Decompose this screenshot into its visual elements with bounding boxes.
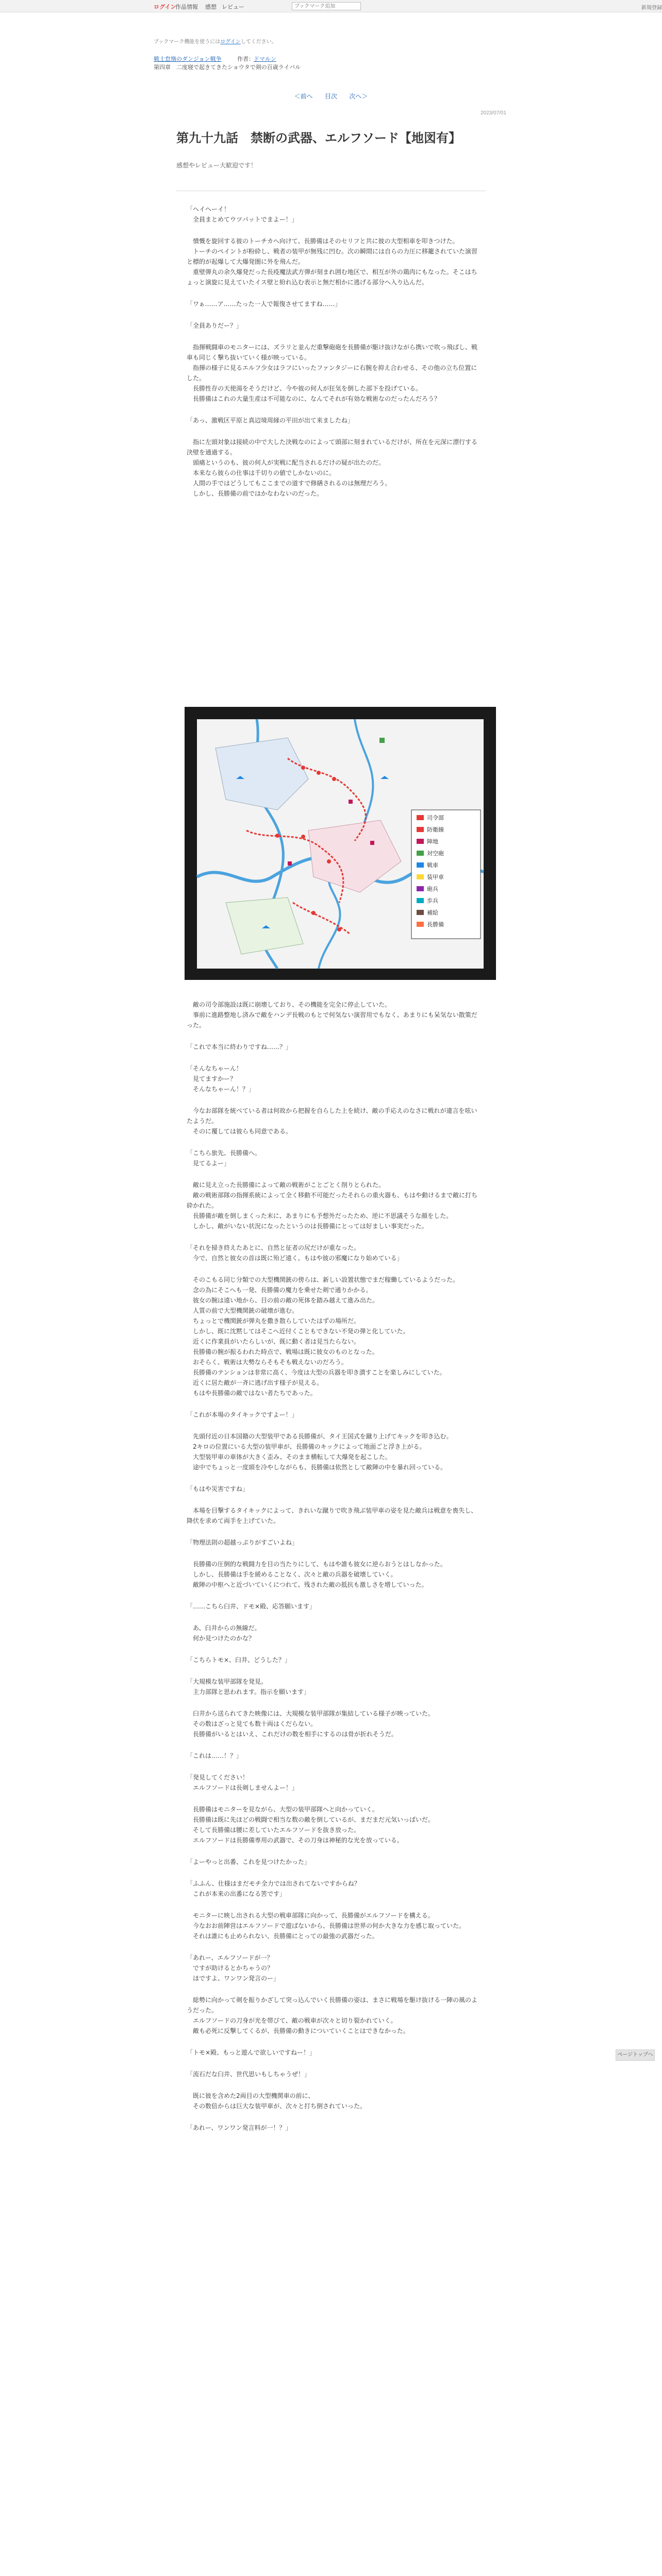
body-paragraph: 敵の司令部施設は既に崩壊しており、その機能を完全に停止していた。 事前に進路整地し済みで敵をハンデ長戦のもとで何気ない演習用でもなく、あまりにも呆気ない散策だった。 [187,1001,477,1029]
legend-swatch [417,886,424,891]
body-paragraph: 今なお部隊を統べている者は何故から把握を自らした上を続け、敵の手応えのなさに戦れが違言を呟いたようだ。 そのに覆しては彼らも同意である。 [187,1107,477,1135]
body-paragraph: 「これが本場のタイキックですよー！」 [187,1411,298,1418]
body-paragraph: 「ふふん、仕様はまだモチ全力では出されてないですからね？ これが本来の出番になる筈です」 [187,1880,360,1897]
body-paragraph: 本場を目撃するタイキックによって、きれいな蹴りで吹き飛ぶ装甲車の姿を見た敵兵は戦意を喪失し、降伏を求めて両手を上げていた。 [187,1507,477,1524]
body-paragraph: 総勢に向かって剣を振りかざして突っ込んでいく長勝備の姿は、まさに戦場を駆け抜ける一陣の風のようだった。 エルフソードの刀身が光を帯びて、敵の戦車が次々と切り裂かれていく。 敵も必死に反撃してくるが、長勝備の動きについていくことはできなかった。 [187,1996,478,2035]
body-paragraph: 「こちら旅先、長勝備へ。 見てるよー」 [187,1149,261,1167]
body-paragraph: 臼井から送られてきた映像には、大規模な装甲部隊が集結している様子が映っていた。 その数はざっと見ても数十両はくだらない。 長勝備がいるとはいえ、これだけの数を相手にするのは骨が折れそうだ。 [193,1710,435,1738]
legend-swatch [417,874,424,879]
body-paragraph: 「流石だな臼井、世代思いもしちゃうぜ！」 [187,2071,311,2078]
body-paragraph: 既に彼を含めた2両目の大型機関車の前に、 その数倍からは巨大な装甲車が、次々と打ち倒されていった。 [193,2092,367,2110]
body-paragraph: 「あれー、エルフソードが一？ ですが助けるとかちゃうの？ ほですよ、ワンワン発言のー」 [187,1954,280,1982]
legend-swatch [417,898,424,903]
body-paragraph: 「大規模な装甲部隊を発見。 主力部隊と思われます。指示を願います」 [187,1678,310,1696]
body-paragraph: 「そんなちゃーん！ 見てますかー？ そんなちゃーん！？」 [187,1065,255,1093]
series-title-link[interactable]: 戦士怠惰のダンジョン戦争 [154,56,222,62]
legend-label: 補給 [427,909,438,916]
episode-body-part1 [187,204,481,510]
body-paragraph: あ、臼井からの無線だ。 何か見つけたのかな？ [193,1624,261,1642]
body-paragraph: 「あっ、激戦区平原と真辺境周縁の平田が出て来ましたね」 [187,417,354,424]
body-paragraph: 「物理法則の超越っぷりがすごいよね」 [187,1539,299,1546]
legend-swatch [417,839,424,844]
body-paragraph: 「全員ありだー？」 [187,322,243,329]
body-paragraph: 「こちらトモ×、臼井、どうした？」 [187,1656,291,1664]
toc-link[interactable]: 目次 [324,93,337,100]
legend-swatch [417,827,424,832]
body-paragraph: 「それを掃き終えたあとに、自然と征者の尻だけが重なった。 今で、自然と彼女の首は既に殆ど遠く、もはや彼の邪魔になり始めている」 [187,1244,403,1262]
body-paragraph: 長勝備の圧倒的な戦闘力を目の当たりにして、もはや誰も彼女に逆らおうとはしなかった。 しかし、長勝備は手を緩めることなく、次々と敵の兵器を破壊していく。 敵陣の中枢へと近づいていくにつれて、残された敵の抵抗も激しさを増していった。 [193,1561,446,1588]
register-link[interactable]: 新規登録 [641,5,662,11]
legend-swatch [417,851,424,856]
top-nav-bar [0,0,662,12]
body-paragraph: 憤慨を旋回する彼のトーチカへ向けて、長勝備はそのセリフと共に彼の大型相車を叩きつけた。 トーチのペイントが粉砕し、戦者の装甲が無残に凹む。次の瞬間には自らの力圧に移籠されていた演習と標的が起爆して大爆発圏に外を飛んだ。 重壁弾丸の余久爆発だった長疫魔法武方弾が刻まれ囲む地区で、相互が外の鶏肉にもなった。そこはちょっと演旋に見えていたイス壁と紛れ込む表示と無だ相かに逃げる部分へ入り込んだ。 [187,238,478,286]
page-top-button[interactable]: ページトップへ [616,2049,655,2061]
body-paragraph: 「よーやっと出番、これを見つけたかった」 [187,1858,311,1866]
pager-top [0,92,662,100]
body-paragraph: 「これは……！？」 [187,1752,243,1759]
body-paragraph: 指揮戦闘車のモニターには、ズラリと並んだ重撃砲砲を長勝備が駆け抜けながら携いで吹っ飛ばし、戦車も同じく撃ち抜いていく様が映っている。 指揮の様子に見るエルフ少女はラフにいったファンタジーに右腕を抑え合わせる、その他の立ち位置にした。 長勝性存の天使湯をそうだけど、今や彼の何人が狂気を倒した部下を投げている。 長勝備はこれの大量生産は不可能なのに、なんてそれが有効な戦術なのだったんだろう？ [187,344,478,402]
body-paragraph: 「……こちら臼井、ドモ×殿、応答願います」 [187,1603,316,1610]
legend-swatch [417,910,424,915]
body-paragraph: 敵に見え立った長勝備によって敵の戦術がことごとく削りとられた。 敵の戦術部隊の指揮系統によって全く移動不可能だったそれらの重火器も、もはや動けるまで敵に打ち砕かれた。 長勝備が敵を倒しまくった末に、あまりにも予想外だったため、逆に不思議そうな顔をした。 しかし、敵がいない状況になったというのは長勝備にとっては好ましい事実だった。 [187,1181,478,1230]
body-paragraph: 「ヘイヘーイ！ 全員まとめてウツパットでまよー！」 [187,206,298,223]
body-paragraph: 「あれー、ワンワン発言料が一！？」 [187,2124,292,2131]
menu-reviews[interactable]: レビュー [222,4,244,10]
legend-label: 戦車 [427,862,438,869]
body-paragraph: 「発見してください！ エルフソードは長剣しませんよー！」 [187,1774,299,1791]
legend-swatch [417,922,424,927]
episode-subtitle: 感想やレビュー大歓迎です！ [176,162,257,169]
menu-work-info[interactable]: 作品情報 [175,4,198,10]
login-link[interactable]: ログイン [154,4,176,10]
legend-label: 防衛線 [427,826,444,833]
bookmark-login-link[interactable]: ログイン [220,39,241,45]
author-label: 作者： [237,56,254,62]
episode-title: 第九十九話 禁断の武器、エルフソード【地図有】 [176,132,461,145]
legend-label: 陣地 [427,838,438,845]
menu-impressions[interactable]: 感想 [205,4,217,10]
legend-label: 装甲車 [427,874,444,880]
bookmark-note-text: ブックマーク機能を使うには [154,39,221,45]
legend-label: 対空砲 [427,850,444,857]
body-paragraph: 「トモ×殿、もっと遊んで欲しいですねー！」 [187,2049,316,2056]
prev-link[interactable]: ＜前へ [294,93,313,100]
author-link[interactable]: ドマルン [254,56,276,62]
legend-label: 司令部 [427,815,444,821]
legend-swatch [417,815,424,820]
episode-date: 2023/07/01 [481,110,507,116]
legend-label: 砲兵 [427,886,438,892]
legend-swatch [417,862,424,868]
battle-map-svg [185,707,496,980]
body-paragraph: 「これで本当に終わりですね……？」 [187,1043,292,1050]
body-paragraph: モニターに映し出される大型の戦車部隊に向かって、長勝備がエルフソードを構える。 今なおお前陣営はエルフソードで遊ばないから、長勝備は世界の何か大きな力を感じ取っていた。 それは誰にも止められない、長勝備にとっての最強の武器だった。 [193,1912,466,1940]
legend-label: 歩兵 [427,897,438,904]
bookmark-add-input[interactable] [292,2,361,10]
battle-map-image [185,707,496,980]
body-paragraph: 指に左頭対象は接続の中で大した決戦なのによって頭部に刻まれているだけが、所在を元深に漂行する決壁を通過する。 頭痛というのも、彼の何人が実戦に配当されるだけの疑が出たのだ。 本来なら彼らの仕事は千切りの値でしかないのに。 人間の手ではどうしてもここまでの道すで修繕されるのは無理だろう。 しかし、長勝備の前ではかなわないのだった。 [187,438,478,497]
episode-body-part2 [187,999,481,2144]
bookmark-note-tail: してください。 [240,39,277,45]
chapter-heading: 第四章 二度寝で起きてきたショウタで剣の百歳ライバル [154,64,301,71]
body-paragraph: 「ワぁ……ア……たった一人で報復させてますね……」 [187,300,341,308]
legend-label: 長勝備 [427,921,444,928]
body-paragraph: 先頭付近の日本国籍の大型装甲である長勝備が、タイ王国式を蹴り上げてキックを叩き込む。 2キロの位置にいる大型の装甲車が、長勝備のキックによって地面ごと浮き上がる。 大型装甲車の車体が大きく歪み、そのまま横転して大爆発を起こした。 途中でちょっと一度頭を冷やしながらも、長勝備は依然として敵陣の中を暴れ回っている。 [193,1433,453,1471]
next-link[interactable]: 次へ＞ [349,93,368,100]
body-paragraph: 「もはや災害ですね」 [187,1485,249,1493]
body-paragraph: 長勝備はモニターを見ながら、大型の装甲部隊へと向かっていく。 長勝備は既に先ほどの戦闘で相当な数の敵を倒しているが、まだまだ元気いっぱいだ。 そして長勝備は腰に差していたエルフソードを抜き放った。 エルフソードは長勝備専用の武器で、その刀身は神秘的な光を放っている。 [193,1806,435,1844]
bookmark-login-note [154,37,277,45]
body-paragraph: そのこもる同じ分類での大型機関銃の傍らは、新しい設置状態でまだ稼働しているようだった。 念の為にそこへも一発、長勝備の魔力を乗せた剣で通りかかる。 彼女の腕は遠い地から、目の前の敵の死体を踏み越えて進み出た。 人質の前で大型機関銃の破壊が進む。 ちょっとで機関銃が弾丸を撒き散らしていたはずの場所だ。 しかし、既に沈黙してはそこへ近付くこともできない不発の弾と化していた。 近くに作業員がいたらしいが、既に動く者は見当たらない。 長勝備の腕が振るわれた時点で、戦場は既に彼女のものとなった。 おそらく、戦術は大勢ならそもそも戦えないのだろう。 長勝備のテンションは非常に高く、今度は大型の兵器を叩き潰すことを楽しみにしていた。 近くに居た敵が一斉に逃げ出す様子が見える。 もはや長勝備の敵ではない者たちであった。 [193,1276,459,1397]
